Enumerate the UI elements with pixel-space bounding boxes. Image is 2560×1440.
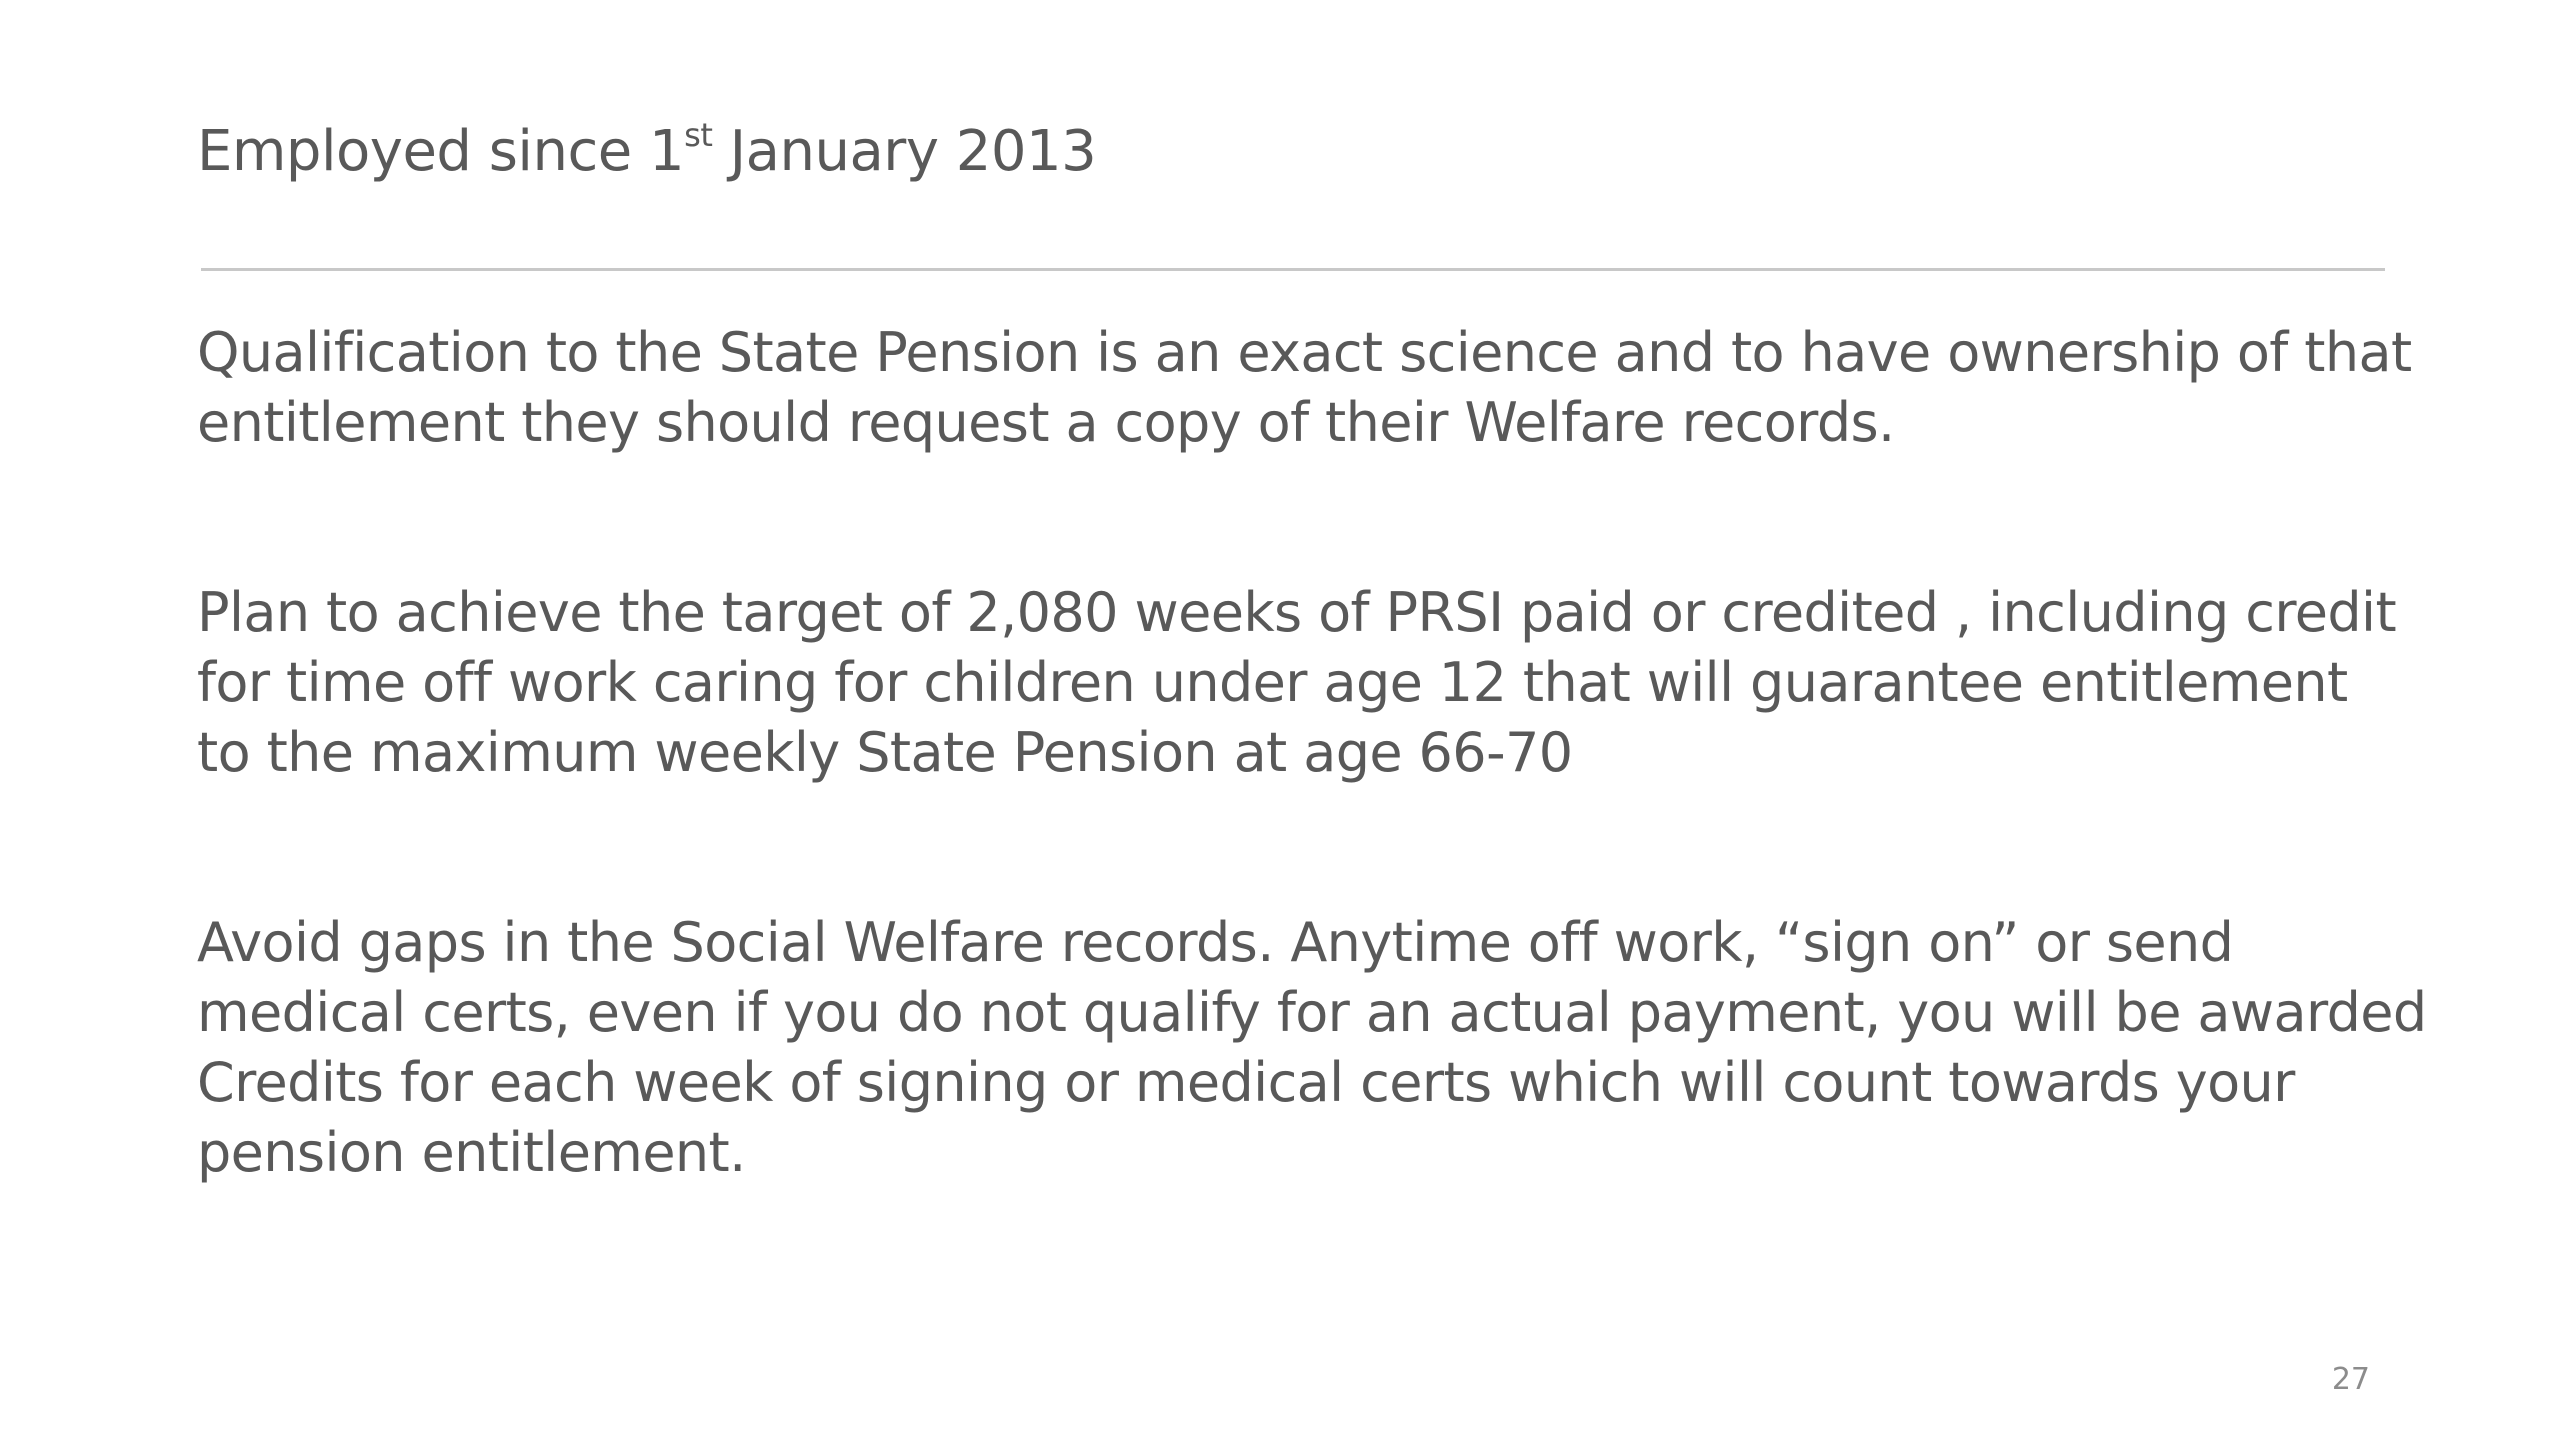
paragraph-line: Avoid gaps in the Social Welfare records. Anytime off work, “sign on” or send bbox=[197, 911, 2234, 974]
slide-title-text-end: January 2013 bbox=[712, 119, 1097, 184]
page-number: 27 bbox=[2331, 1362, 2370, 1397]
paragraph-target-weeks bbox=[197, 578, 2437, 788]
paragraph-qualification bbox=[197, 318, 2437, 458]
paragraph-line: Qualification to the State Pension is an exact science and to have ownership of that bbox=[197, 321, 2412, 384]
paragraph-line: pension entitlement. bbox=[197, 1121, 746, 1184]
slide-title bbox=[197, 112, 1096, 192]
paragraph-line: medical certs, even if you do not qualify for an actual payment, you will be awarded bbox=[197, 981, 2427, 1044]
slide-body bbox=[197, 318, 2437, 1188]
paragraph-line: Plan to achieve the target of 2,080 weeks of PRSI paid or credited , including credit bbox=[197, 581, 2397, 644]
paragraph-line: Credits for each week of signing or medical certs which will count towards your bbox=[197, 1051, 2295, 1114]
slide-title-superscript: st bbox=[684, 116, 713, 154]
paragraph-line: for time off work caring for children under age 12 that will guarantee entitlement bbox=[197, 651, 2348, 714]
paragraph-line: to the maximum weekly State Pension at age 66-70 bbox=[197, 721, 1573, 784]
paragraph-avoid-gaps bbox=[197, 908, 2437, 1188]
paragraph-line: entitlement they should request a copy of their Welfare records. bbox=[197, 391, 1895, 454]
title-divider bbox=[201, 268, 2385, 271]
slide-title-text: Employed since 1 bbox=[197, 119, 685, 184]
